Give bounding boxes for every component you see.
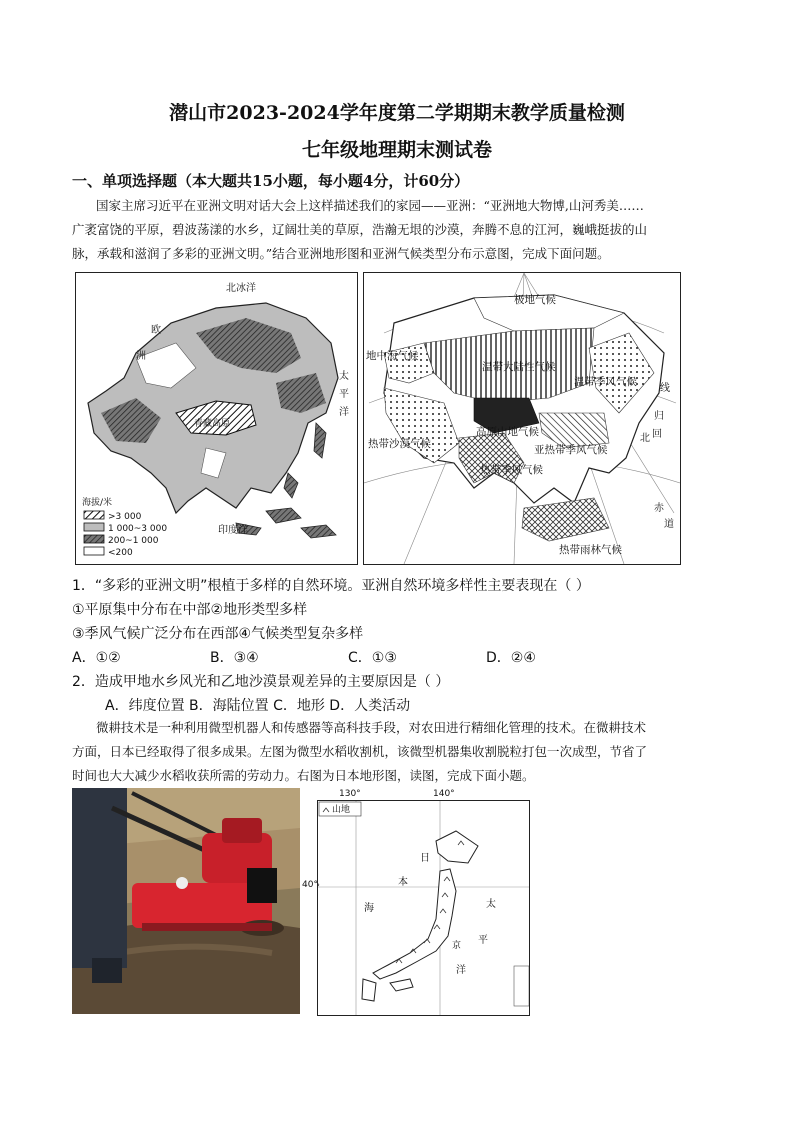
label-pacific-1: 太 bbox=[339, 371, 349, 382]
label-equator-1: 赤 bbox=[654, 503, 664, 514]
label-temperate-continental-climate: 温带大陆性气候 bbox=[482, 361, 556, 373]
label-equator-2: 道 bbox=[664, 519, 674, 530]
question-2-stem: 2．造成甲地水乡风光和乙地沙漠景观差异的主要原因是（ ） bbox=[72, 674, 450, 690]
label-plateau-climate: 高原山地气候 bbox=[476, 426, 539, 438]
question-2-choices[interactable]: A．纬度位置 B．海陆位置 C．地形 D．人类活动 bbox=[105, 698, 411, 714]
exam-title: 潜山市2023-2024学年度第二学期期末教学质量检测 bbox=[169, 102, 625, 124]
label-plateau: 青藏高原 bbox=[194, 419, 231, 429]
asia-topography-map bbox=[75, 272, 358, 565]
section-heading: 一、单项选择题（本大题共15小题，每小题4分，计60分） bbox=[72, 172, 470, 190]
label-yang: 洋 bbox=[456, 965, 466, 976]
label-tai: 太 bbox=[486, 899, 496, 910]
legend-item-2: 1 000~3 000 bbox=[108, 524, 168, 534]
lon-label-140: 140° bbox=[433, 789, 455, 799]
intro-line-2: 广袤富饶的平原，碧波荡漾的水乡，辽阔壮美的草原，浩瀚无垠的沙漠，奔腾不息的江河，巍峨挺拔的山 bbox=[72, 222, 648, 237]
label-lon-130 bbox=[345, 801, 367, 802]
passage2-line-2: 方面，日本已经取得了很多成果。左图为微型水稻收割机，该微型机器集收割脱粒打包一次成型，节省了 bbox=[72, 744, 648, 759]
label-europe-1: 欧 bbox=[151, 325, 161, 336]
intro-line-3: 脉，承载和滋润了多彩的亚洲文明。”结合亚洲地形图和亚洲气候类型分布示意图，完成下面问题。 bbox=[72, 246, 610, 261]
question-1-choice-c[interactable]: C．①③ bbox=[348, 650, 397, 666]
japan-topography-map bbox=[317, 800, 530, 1016]
label-ben: 本 bbox=[398, 877, 408, 888]
label-tropical-rainforest-climate: 热带雨林气候 bbox=[559, 544, 622, 556]
question-1-options-line-1: ①平原集中分布在中部②地形类型多样 bbox=[72, 602, 308, 618]
label-arctic-ocean: 北冰洋 bbox=[226, 283, 256, 294]
question-1-stem: 1．“多彩的亚洲文明”根植于多样的自然环境。亚洲自然环境多样性主要表现在（ ） bbox=[72, 578, 590, 594]
legend-title: 海拔/米 bbox=[82, 498, 113, 508]
label-tropic-line-2: 归 bbox=[654, 411, 664, 422]
label-ri: 日 bbox=[420, 853, 430, 864]
question-1-choice-d[interactable]: D．②④ bbox=[486, 650, 536, 666]
passage2-line-3: 时间也大大减少水稻收获所需的劳动力。右图为日本地形图，读图，完成下面小题。 bbox=[72, 768, 535, 783]
label-tokyo: 京 bbox=[452, 941, 462, 951]
question-1-choice-a[interactable]: A．①② bbox=[72, 650, 121, 666]
legend-item-3: 200~1 000 bbox=[108, 536, 159, 546]
label-pacific-3: 洋 bbox=[339, 407, 349, 418]
elevation-legend bbox=[82, 496, 167, 558]
exam-subtitle: 七年级地理期末测试卷 bbox=[301, 139, 492, 161]
label-polar-climate: 极地气候 bbox=[514, 294, 556, 306]
legend-item-1: >3 000 bbox=[108, 512, 142, 522]
label-temperate-monsoon-climate: 温带季风气候 bbox=[574, 376, 637, 388]
question-1-options-line-2: ③季风气候广泛分布在西部④气候类型复杂多样 bbox=[72, 626, 364, 642]
label-tropic-line-1: 线 bbox=[660, 383, 670, 394]
label-hai: 海 bbox=[364, 903, 374, 914]
intro-line-1: 国家主席习近平在亚洲文明对话大会上这样描述我们的家园——亚洲：“亚洲地大物博,山河秀美…… bbox=[96, 198, 644, 213]
label-ping: 平 bbox=[478, 935, 488, 946]
legend-item-4: <200 bbox=[108, 548, 133, 558]
asia-climate-map bbox=[363, 272, 681, 565]
label-tropic-line-3: 回 bbox=[652, 429, 662, 440]
label-mediterranean-climate: 地中海气候 bbox=[366, 350, 419, 362]
label-tropical-monsoon-climate: 热带季风气候 bbox=[480, 464, 543, 476]
label-tropic-line-4: 北 bbox=[640, 433, 650, 444]
micro-tiller-photo bbox=[72, 788, 300, 1014]
label-pacific-2: 平 bbox=[339, 389, 349, 400]
label-subtropical-monsoon-climate: 亚热带季风气候 bbox=[534, 444, 608, 456]
label-europe-2: 洲 bbox=[136, 351, 146, 362]
passage2-line-1: 微耕技术是一种利用微型机器人和传感器等高科技手段，对农田进行精细化管理的技术。在微耕技术 bbox=[96, 720, 647, 735]
label-lat-40 bbox=[318, 883, 320, 893]
japan-legend-mountain: 山地 bbox=[332, 805, 351, 815]
lon-label-130: 130° bbox=[339, 789, 361, 799]
label-tropical-desert-climate: 热带沙漠气候 bbox=[368, 438, 431, 450]
question-1-choice-b[interactable]: B．③④ bbox=[210, 650, 259, 666]
label-lon-140 bbox=[430, 801, 452, 802]
lat-label-40: 40° bbox=[302, 880, 318, 890]
label-indian-ocean: 印度洋 bbox=[218, 525, 248, 536]
